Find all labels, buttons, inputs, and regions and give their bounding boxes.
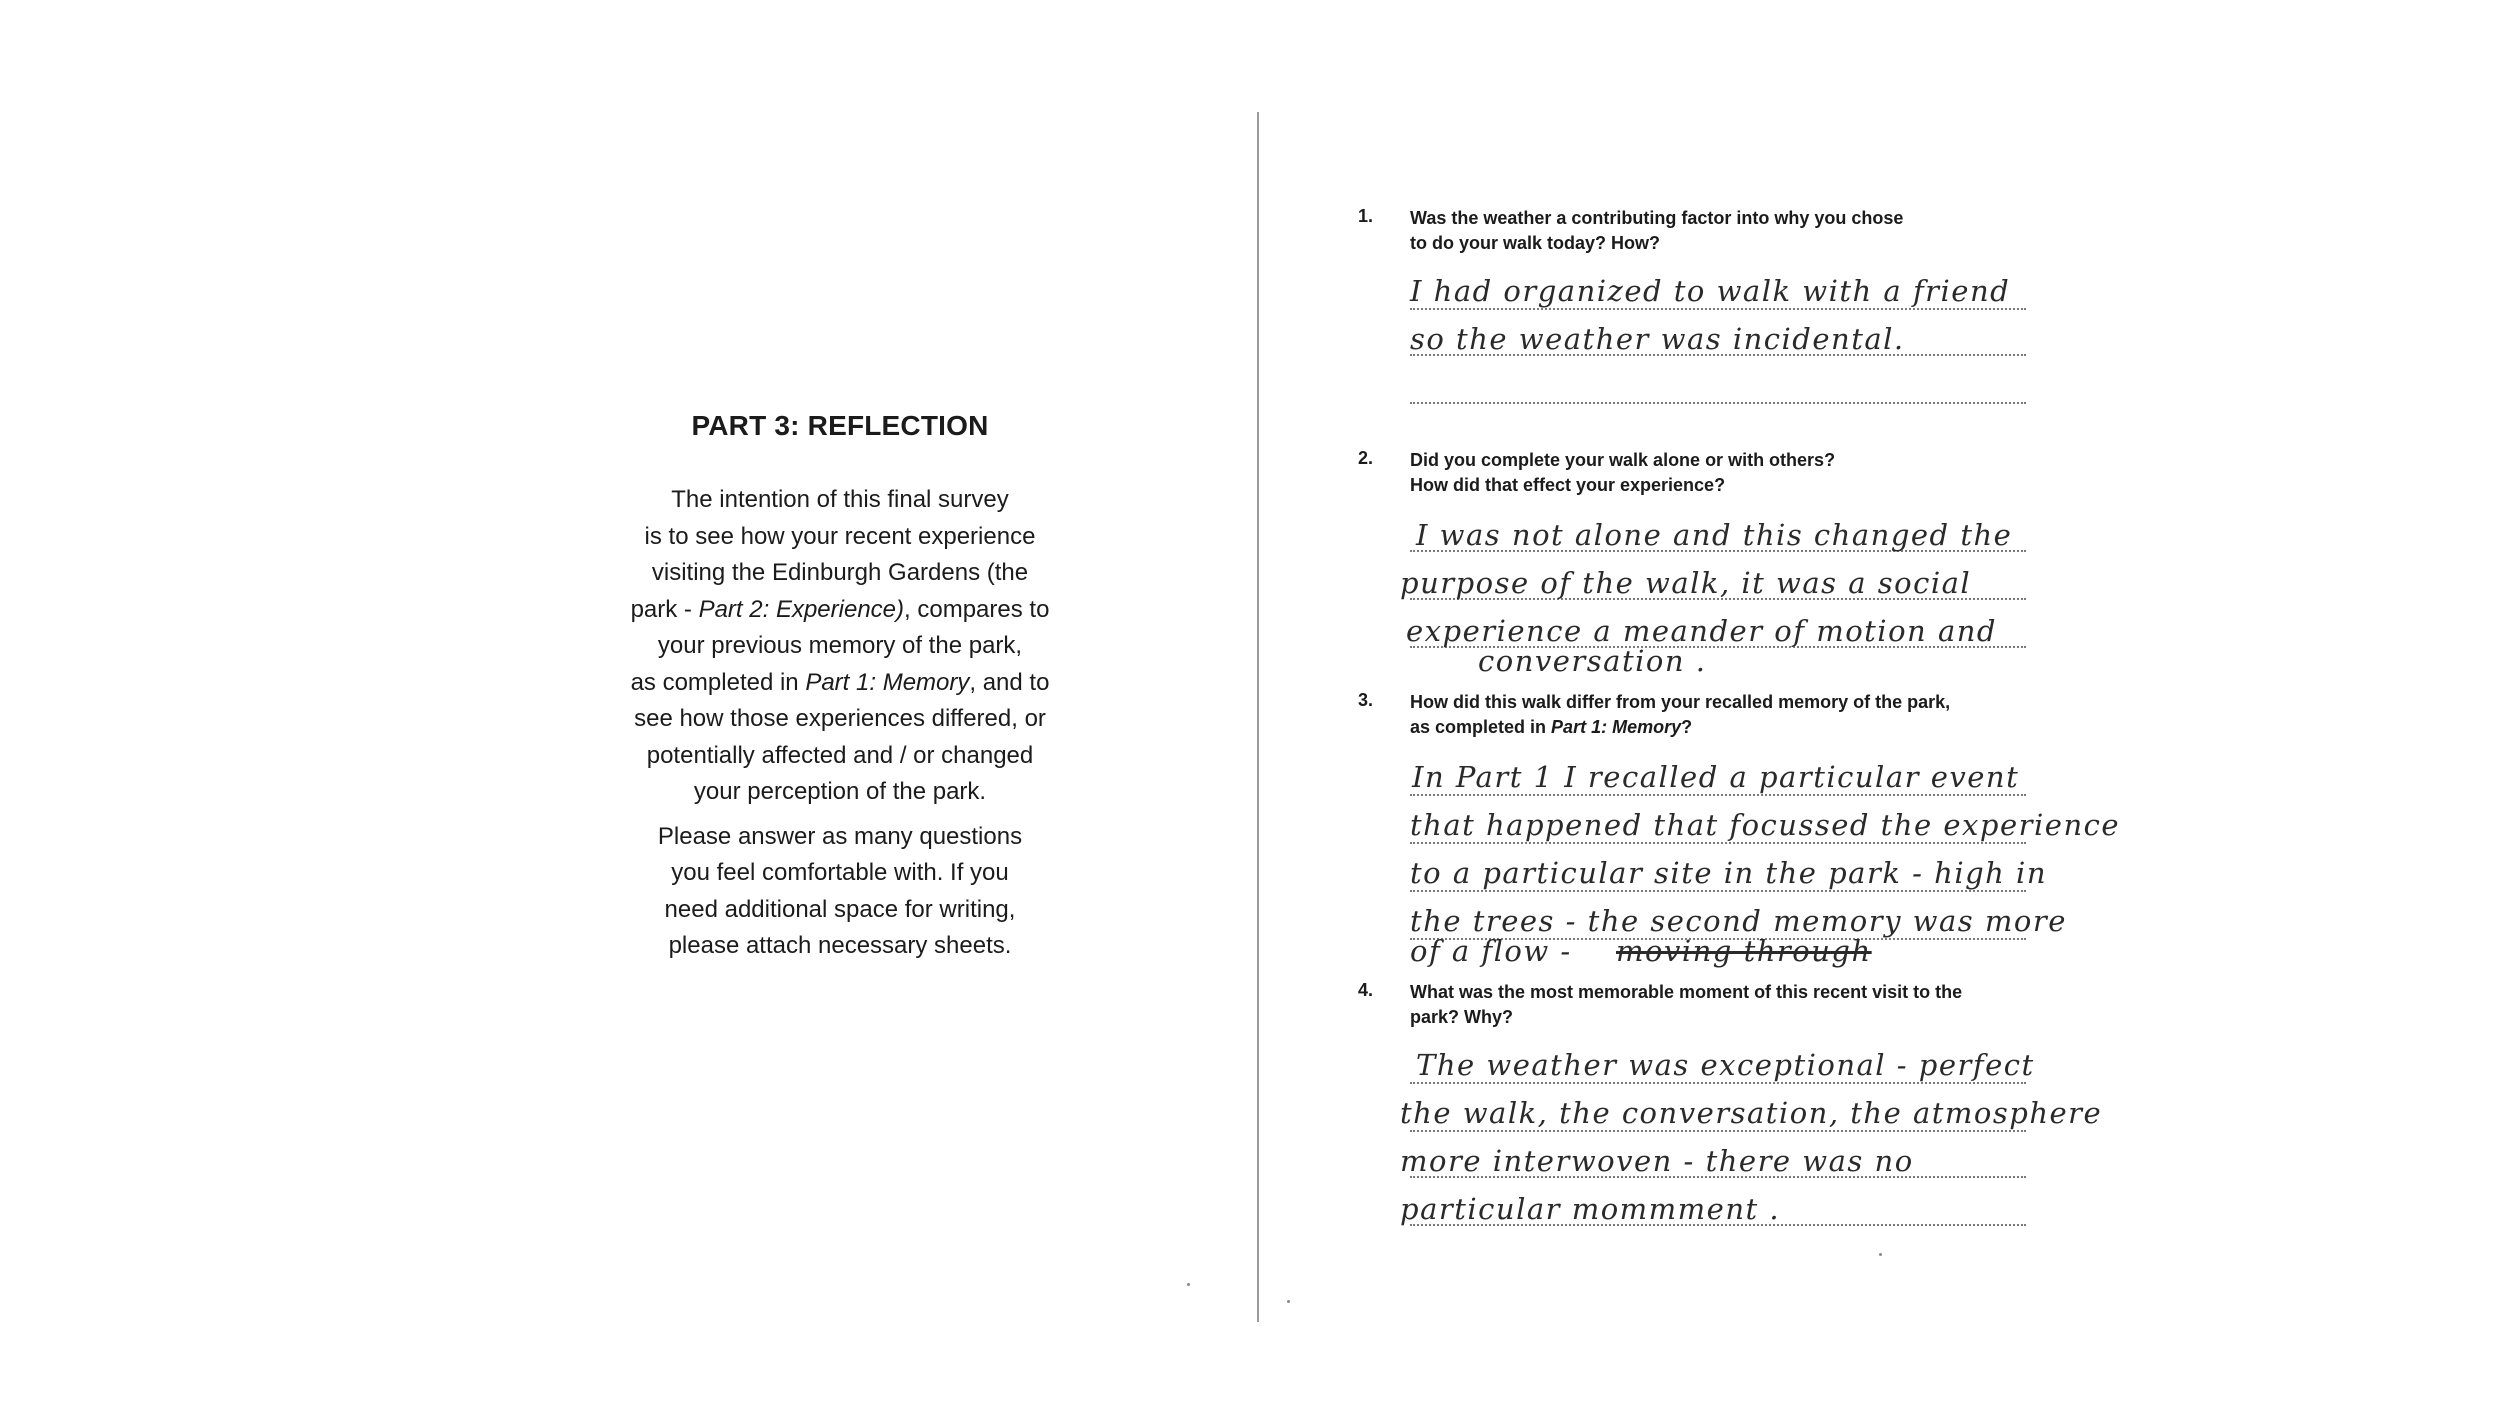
handwritten-answer: experience a meander of motion and <box>1406 614 1997 648</box>
question-text-line: park? Why? <box>1410 1007 1514 1027</box>
handwritten-answer: the trees - the second memory was more <box>1410 904 2067 938</box>
question-text-line: Was the weather a contributing factor into why you chose <box>1410 208 1904 228</box>
question-text <box>1410 206 2090 256</box>
handwritten-answer: In Part 1 I recalled a particular event <box>1412 760 2020 794</box>
handwritten-answer: purpose of the walk, it was a social <box>1400 566 1972 600</box>
intro-emphasis: Part 2: Experience) <box>698 595 905 623</box>
instructions-paragraph <box>560 819 1120 965</box>
question-text-line: How did this walk differ from your recalled memory of the park, <box>1410 692 1951 712</box>
answer-line <box>1410 1130 2026 1132</box>
handwritten-answer: particular mommment . <box>1400 1192 1781 1226</box>
intro-line <box>560 665 1120 702</box>
question-4 <box>1358 980 2118 1240</box>
handwritten-answer: conversation . <box>1478 644 1707 678</box>
intro-text: , and to <box>969 668 1050 696</box>
instructions-line: need additional space for writing, <box>664 895 1016 923</box>
instructions-line: Please answer as many questions <box>657 822 1023 850</box>
answer-line <box>1410 842 2026 844</box>
question-text-line: Did you complete your walk alone or with others? <box>1410 450 1836 470</box>
intro-line: The intention of this final survey <box>671 486 1009 513</box>
intro-paragraph <box>560 482 1120 811</box>
handwritten-answer: so the weather was incidental. <box>1410 322 1905 356</box>
question-number: 4. <box>1358 980 1374 1000</box>
instructions-line: please attach necessary sheets. <box>668 932 1012 959</box>
intro-text: , compares to <box>904 595 1050 623</box>
page-gutter-divider <box>1257 112 1259 1322</box>
question-number: 3. <box>1358 690 1374 710</box>
handwritten-answer: the walk, the conversation, the atmosphere <box>1400 1096 2103 1130</box>
intro-line: is to see how your recent experience <box>644 522 1036 550</box>
question-text-line <box>1410 715 2090 740</box>
question-text <box>1410 690 2090 740</box>
intro-line: your previous memory of the park, <box>657 632 1023 659</box>
question-2 <box>1358 448 2118 688</box>
scan-speck <box>1287 1300 1290 1303</box>
page-title: PART 3: REFLECTION <box>691 410 989 441</box>
question-3 <box>1358 690 2121 980</box>
handwritten-answer: of a flow - <box>1410 934 1572 968</box>
handwritten-answer: The weather was exceptional - perfect <box>1416 1048 2035 1082</box>
question-1 <box>1358 206 2118 406</box>
answer-line <box>1410 402 2026 404</box>
question-text-part: as completed in <box>1410 717 1552 737</box>
answer-line <box>1410 890 2026 892</box>
question-number: 2. <box>1358 448 1374 468</box>
handwritten-answer: I was not alone and this changed the <box>1416 518 2013 552</box>
question-text-line: to do your walk today? How? <box>1410 233 1661 253</box>
scan-speck <box>1187 1283 1190 1286</box>
intro-line <box>560 592 1120 629</box>
intro-text: as completed in <box>630 668 806 696</box>
left-page <box>560 410 1120 973</box>
question-text-line: What was the most memorable moment of this recent visit to the <box>1410 982 1963 1002</box>
question-text <box>1410 980 2090 1030</box>
intro-line: your perception of the park. <box>693 778 987 805</box>
handwritten-answer: more interwoven - there was no <box>1400 1144 1914 1178</box>
question-number: 1. <box>1358 206 1374 226</box>
question-text-emphasis: Part 1: Memory <box>1551 717 1682 737</box>
handwritten-answer: that happened that focussed the experience <box>1410 808 2121 842</box>
answer-line <box>1410 308 2026 310</box>
intro-line: visiting the Edinburgh Gardens (the <box>651 559 1029 586</box>
intro-text: park - <box>630 595 699 623</box>
answer-line <box>1410 1082 2026 1084</box>
intro-emphasis: Part 1: Memory <box>805 668 970 696</box>
question-text <box>1410 448 2090 498</box>
handwritten-answer-crossed-out: moving through <box>1616 934 1872 968</box>
handwritten-answer: to a particular site in the park - high in <box>1410 856 2048 890</box>
scan-speck <box>1879 1253 1882 1256</box>
question-text-line: How did that effect your experience? <box>1410 475 1726 495</box>
intro-line: potentially affected and / or changed <box>646 741 1034 769</box>
handwritten-answer: I had organized to walk with a friend <box>1410 274 2011 308</box>
intro-line: see how those experiences differed, or <box>634 705 1046 732</box>
answer-line <box>1410 794 2026 796</box>
question-text-part: ? <box>1681 717 1693 737</box>
instructions-line: you feel comfortable with. If you <box>671 859 1009 886</box>
